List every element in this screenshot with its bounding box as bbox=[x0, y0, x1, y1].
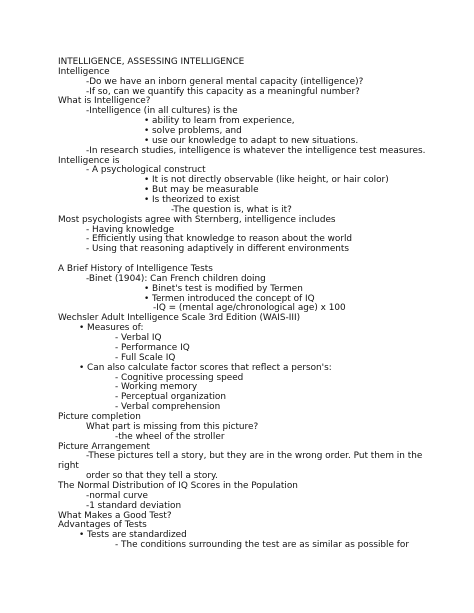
document-line: - Perceptual organization bbox=[115, 392, 226, 403]
document-line: Most psychologists agree with Sternberg, intelligence includes bbox=[58, 214, 336, 225]
document-line: - Using that reasoning adaptively in different environments bbox=[86, 244, 350, 255]
document-line: -IQ = (mental age/chronological age) x 100 bbox=[153, 303, 346, 314]
document-line: Advantages of Tests bbox=[58, 520, 147, 531]
document-line: - Cognitive processing speed bbox=[115, 372, 244, 383]
document-line: - Working memory bbox=[115, 382, 198, 393]
document-line: • Is theorized to exist bbox=[144, 195, 240, 206]
document-line: Picture completion bbox=[58, 411, 141, 422]
document-line: • It is not directly observable (like height, or hair color) bbox=[144, 175, 389, 186]
document-line: - Verbal comprehension bbox=[115, 402, 221, 413]
document-line: What part is missing from this picture? bbox=[86, 421, 259, 432]
document-line: -These pictures tell a story, but they are in the wrong order. Put them in the bbox=[86, 451, 423, 462]
document-line: What is Intelligence? bbox=[58, 96, 151, 107]
document-line: • Termen introduced the concept of IQ bbox=[144, 293, 315, 304]
document-line: The Normal Distribution of IQ Scores in the Population bbox=[58, 480, 298, 491]
document-line: -Binet (1904): Can French children doing bbox=[86, 273, 266, 284]
document-line: -The question is, what is it? bbox=[171, 204, 292, 215]
document-line: Wechsler Adult Intelligence Scale 3rd Edition (WAIS-III) bbox=[58, 313, 301, 324]
document-line: -Do we have an inborn general mental capacity (intelligence)? bbox=[86, 76, 364, 87]
document-page bbox=[58, 58, 458, 551]
document-line: • ability to learn from experience, bbox=[144, 116, 295, 127]
document-line: -the wheel of the stroller bbox=[115, 431, 225, 442]
document-line: - Verbal IQ bbox=[115, 333, 162, 344]
document-line: -Intelligence (in all cultures) is the bbox=[86, 106, 238, 117]
document-line: - A psychological construct bbox=[86, 165, 206, 176]
document-line: Intelligence is bbox=[58, 155, 120, 166]
document-line: - Having knowledge bbox=[86, 224, 175, 235]
document-line: -1 standard deviation bbox=[86, 500, 182, 511]
document-line: • use our knowledge to adapt to new situations. bbox=[144, 135, 359, 146]
document-line: -If so, can we quantify this capacity as a meaningful number? bbox=[86, 86, 360, 97]
document-line: - Performance IQ bbox=[115, 342, 190, 353]
document-line: order so that they tell a story. bbox=[86, 471, 218, 482]
document-line: INTELLIGENCE, ASSESSING INTELLIGENCE bbox=[58, 57, 245, 67]
document-line: • Binet's test is modified by Termen bbox=[144, 283, 303, 294]
document-line: -normal curve bbox=[86, 490, 148, 501]
document-line: - Full Scale IQ bbox=[115, 352, 176, 363]
document-line: - Efficiently using that knowledge to reason about the world bbox=[86, 234, 353, 245]
document-line: • Can also calculate factor scores that reflect a person's: bbox=[79, 362, 332, 373]
document-line: -In research studies, intelligence is whatever the intelligence test measures. bbox=[86, 145, 426, 156]
document-line: What Makes a Good Test? bbox=[58, 510, 172, 521]
document-line: right bbox=[58, 461, 79, 472]
document-line: • But may be measurable bbox=[144, 185, 259, 196]
document-line: • Tests are standardized bbox=[79, 530, 187, 541]
document-line: - The conditions surrounding the test are as similar as possible for bbox=[115, 540, 410, 551]
document-line: Intelligence bbox=[58, 66, 110, 77]
document-line: A Brief History of Intelligence Tests bbox=[58, 264, 213, 275]
document-line: • solve problems, and bbox=[144, 126, 242, 137]
document-line: Picture Arrangement bbox=[58, 441, 150, 452]
document-line: • Measures of: bbox=[79, 323, 144, 334]
